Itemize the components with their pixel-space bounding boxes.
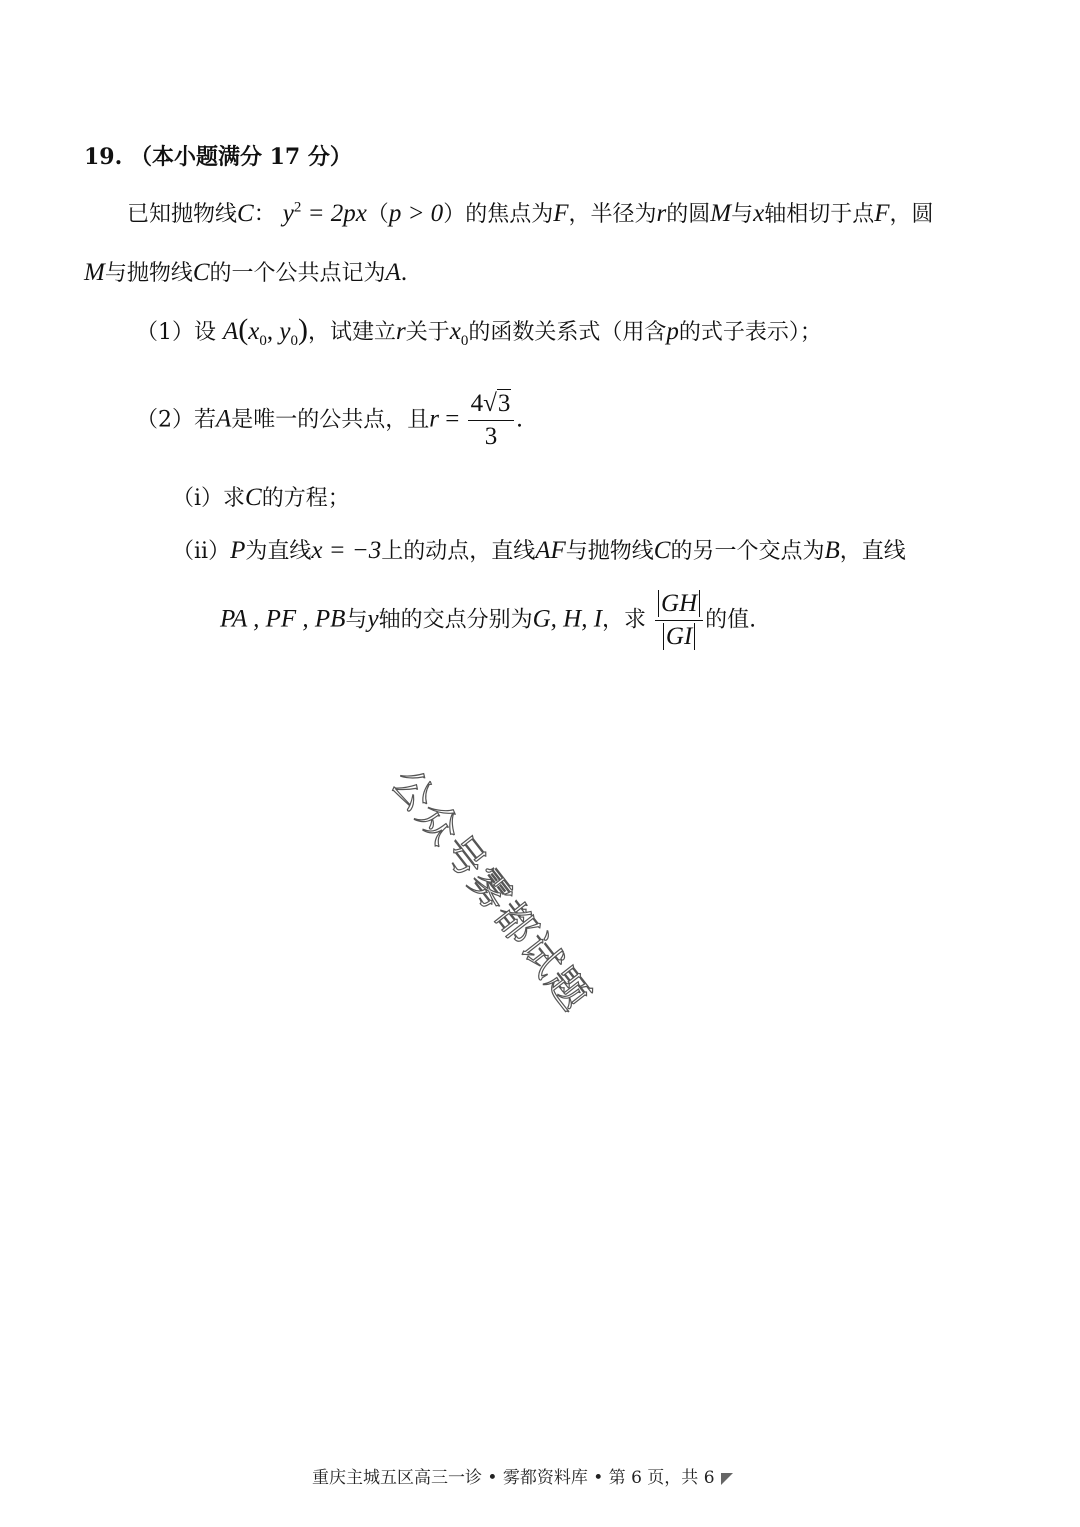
stem-text: 轴相切于点 xyxy=(764,202,875,227)
radius-value-fraction: $\frac{4√3}{3}$ xyxy=(468,390,515,451)
part-text: ，直线 xyxy=(839,539,906,564)
part-text: 是唯一的公共点，且 xyxy=(231,407,430,433)
sub-question-ii-line-1 xyxy=(172,534,906,565)
stem-text: 的焦点为 xyxy=(465,202,554,227)
condition: p > 0 xyxy=(388,200,444,227)
part-1 xyxy=(136,313,822,350)
point-symbol: A xyxy=(385,259,401,286)
line-equation: x = −3 xyxy=(311,537,382,564)
sub-question-i xyxy=(172,481,350,512)
y-symbol: y xyxy=(367,605,379,633)
ratio-fraction: $\frac{GH}{GI}$ xyxy=(655,590,703,651)
stem-text: 的圆 xyxy=(666,202,711,227)
question-points: （本小题满分 17 分） xyxy=(129,144,352,170)
part-text: 上的动点，直线 xyxy=(381,539,536,564)
points-symbols: G, H, I xyxy=(532,605,603,633)
part-text: 的式子表示）； xyxy=(678,320,822,345)
curve-symbol: C xyxy=(653,537,671,564)
lines-symbols: PA , PF , PB xyxy=(220,605,346,633)
part-label: （1）设 xyxy=(136,320,216,345)
part-text: 轴的交点分别为 xyxy=(378,607,533,633)
radius-symbol: r xyxy=(656,200,667,227)
part-text: 的函数关系式（用含 xyxy=(468,320,667,345)
equals-sign: = xyxy=(439,405,466,433)
part-text: 的另一个交点为 xyxy=(670,539,825,564)
line-symbol: AF xyxy=(535,537,566,564)
question-title xyxy=(84,140,352,171)
part-text: 为直线 xyxy=(245,539,312,564)
circle-symbol: M xyxy=(84,259,105,286)
point-symbol: B xyxy=(824,537,840,564)
part-2 xyxy=(136,390,523,451)
point-symbol: P xyxy=(230,537,246,564)
part-text: ，求 xyxy=(602,607,647,633)
parabola-equation: $y^2 = 2px$ xyxy=(282,199,367,227)
stem-line-2 xyxy=(84,256,407,287)
stem-text: 与抛物线 xyxy=(104,261,193,286)
stem-line-1 xyxy=(127,197,934,228)
watermark-text: 公众号雾都试题 xyxy=(381,760,599,1021)
stem-text: 与 xyxy=(731,202,754,227)
question-number: 19. xyxy=(84,144,123,170)
stem-text: 的一个公共点记为 xyxy=(209,261,386,286)
part-label: （i）求 xyxy=(172,486,246,511)
circle-symbol: M xyxy=(710,200,732,227)
stem-text: ，圆 xyxy=(889,202,934,227)
part-text: ，试建立 xyxy=(308,320,397,345)
part-text: 的方程； xyxy=(261,486,350,511)
radius-symbol: r xyxy=(396,318,406,345)
part-text: 与抛物线 xyxy=(565,539,654,564)
stem-text: . xyxy=(400,259,408,286)
part-text: . xyxy=(516,405,523,433)
stem-text: （ xyxy=(366,202,389,227)
corner-mark-icon xyxy=(721,1473,733,1485)
x-symbol: x xyxy=(753,200,765,227)
curve-symbol: C xyxy=(245,484,262,511)
part-text: 的值. xyxy=(705,607,757,633)
curve-symbol: C xyxy=(237,200,254,227)
part-label: （2）若 xyxy=(136,407,216,433)
stem-text: ） xyxy=(443,202,466,227)
stem-text: ： xyxy=(253,202,276,227)
part-label: （ii） xyxy=(172,539,231,564)
page-footer xyxy=(312,1463,733,1488)
footer-text: 重庆主城五区高三一诊 • 雾都资料库 • 第 6 页，共 6 xyxy=(312,1468,715,1488)
radius-symbol: r xyxy=(429,405,440,433)
curve-symbol: C xyxy=(192,259,210,286)
part-text: 与 xyxy=(345,607,368,633)
part-text: 关于 xyxy=(405,320,450,345)
p-symbol: p xyxy=(666,318,679,345)
sub-question-ii-line-2 xyxy=(220,590,756,651)
stem-text: ，半径为 xyxy=(568,202,657,227)
stem-text: 已知抛物线 xyxy=(127,202,238,227)
x0-symbol: $x_0$ xyxy=(449,318,469,349)
focus-symbol: F xyxy=(553,200,569,227)
point-coords: $A(x_0$, $y_0$) xyxy=(223,313,308,349)
point-symbol: A xyxy=(216,405,232,433)
focus-symbol: F xyxy=(874,200,890,227)
